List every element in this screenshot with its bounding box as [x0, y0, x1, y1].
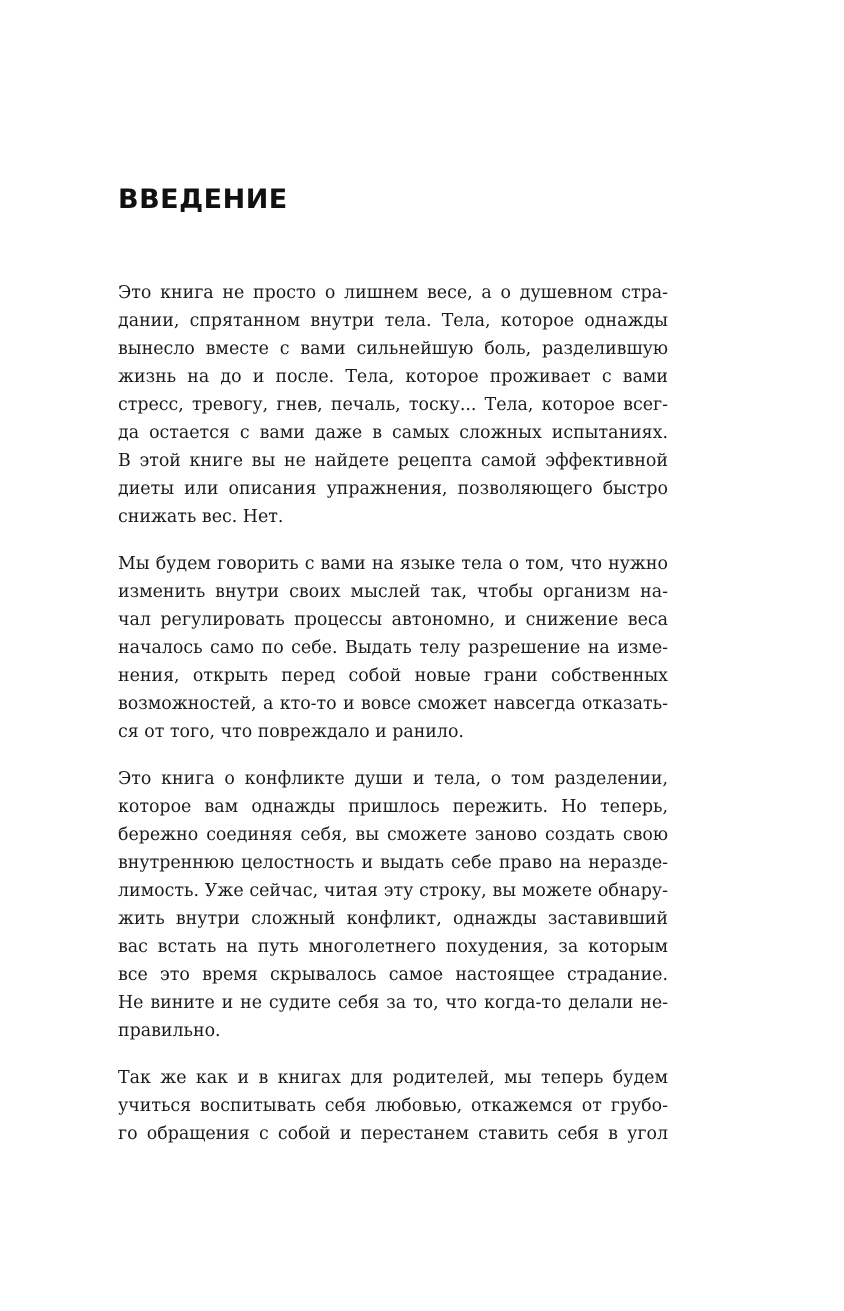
text-line: изменить внутри своих мыслей так, чтобы организм на-: [118, 582, 668, 602]
paragraph-4: [118, 1064, 668, 1148]
text-line: внутреннюю целостность и выдать себе право на неразде-: [118, 853, 668, 873]
text-line: Это книга не просто о лишнем весе, а о душевном стра-: [118, 283, 668, 303]
text-line: лимость. Уже сейчас, читая эту строку, вы можете обнару-: [118, 881, 668, 901]
text-line: чал регулировать процессы автономно, и снижение веса: [118, 610, 668, 630]
text-line: Не вините и не судите себя за то, что когда-то делали не-: [118, 993, 668, 1013]
text-line: жизнь на до и после. Тела, которое проживает с вами: [118, 367, 668, 387]
paragraph-1: [118, 279, 668, 531]
paragraph-2: [118, 550, 668, 746]
text-line: дании, спрятанном внутри тела. Тела, которое однажды: [118, 311, 668, 331]
text-line: правильно.: [118, 1021, 221, 1041]
text-line: бережно соединяя себя, вы сможете заново создать свою: [118, 825, 668, 845]
text-line: возможностей, а кто-то и вовсе сможет навсегда отказать-: [118, 694, 668, 714]
text-line: Так же как и в книгах для родителей, мы теперь будем: [118, 1068, 668, 1088]
text-line: учиться воспитывать себя любовью, откажемся от грубо-: [118, 1096, 668, 1116]
text-line: нения, открыть перед собой новые грани собственных: [118, 666, 668, 686]
paragraph-3: [118, 765, 668, 1045]
text-line: В этой книге вы не найдете рецепта самой эффективной: [118, 451, 668, 471]
text-line: да остается с вами даже в самых сложных испытаниях.: [118, 423, 668, 443]
text-line: Мы будем говорить с вами на языке тела о том, что нужно: [118, 554, 668, 574]
text-line: вынесло вместе с вами сильнейшую боль, разделившую: [118, 339, 668, 359]
text-line: го обращения с собой и перестанем ставить себя в угол: [118, 1124, 668, 1144]
text-line: вас встать на путь многолетнего похудения, за которым: [118, 937, 668, 957]
text-line: ся от того, что повреждало и ранило.: [118, 722, 464, 742]
text-line: стресс, тревогу, гнев, печаль, тоску... Тела, которое всег-: [118, 395, 668, 415]
text-line: началось само по себе. Выдать телу разрешение на изме-: [118, 638, 668, 658]
text-line: диеты или описания упражнения, позволяющего быстро: [118, 479, 668, 499]
text-line: которое вам однажды пришлось пережить. Но теперь,: [118, 797, 668, 817]
text-line: Это книга о конфликте души и тела, о том разделении,: [118, 769, 668, 789]
text-line: все это время скрывалось самое настоящее страдание.: [118, 965, 668, 985]
text-line: жить внутри сложный конфликт, однажды заставивший: [118, 909, 668, 929]
body-text: [118, 279, 668, 1167]
chapter-heading: ВВЕДЕНИЕ: [118, 184, 288, 215]
text-line: снижать вес. Нет.: [118, 507, 284, 527]
